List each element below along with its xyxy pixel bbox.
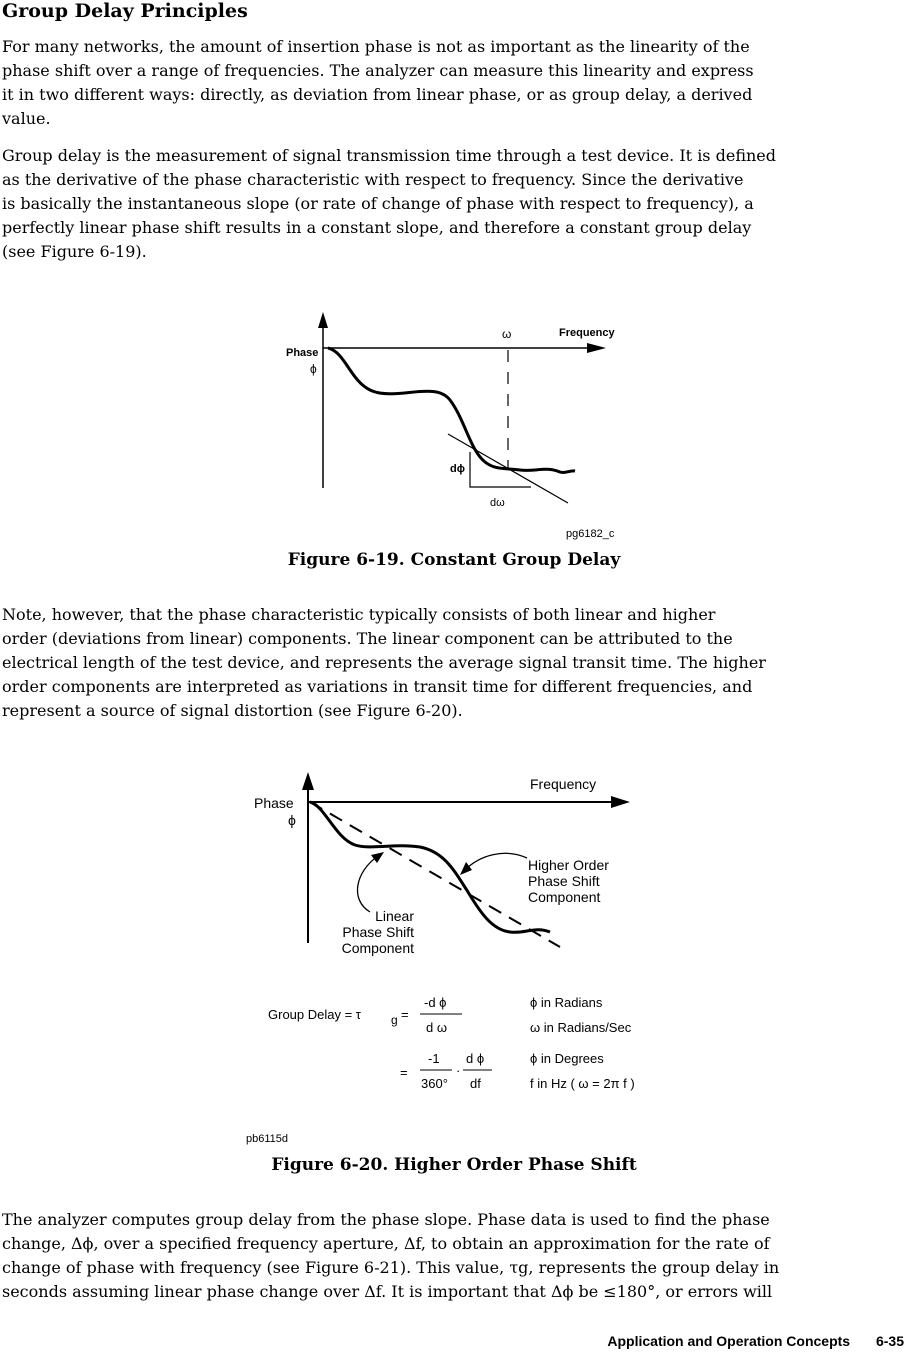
- note-phi-radians: ϕ in Radians: [530, 995, 603, 1010]
- note-f-hz: f in Hz ( ω = 2π f ): [530, 1076, 635, 1091]
- text-line: perfectly linear phase shift results in a constant slope, and therefore a constant group delay: [2, 218, 752, 237]
- higher-order-label-line: Phase Shift: [528, 873, 600, 889]
- text-line: change of phase with frequency (see Figure 6-21). This value, τg, represents the group delay in: [2, 1258, 780, 1277]
- text-line: For many networks, the amount of insertion phase is not as important as the linearity of the: [2, 37, 750, 56]
- fig19-dphi-label: dϕ: [450, 463, 465, 475]
- text-line: as the derivative of the phase characteristic with respect to frequency. Since the derivative: [2, 170, 744, 189]
- fig19-code: pg6182_c: [566, 528, 615, 540]
- frequency-axis-arrow: [611, 796, 630, 808]
- paragraph-4: [2, 1208, 906, 1304]
- linear-label-line: Phase Shift: [342, 924, 414, 940]
- higher-order-arrowhead: [460, 862, 472, 875]
- equation-group-delay: Group Delay = τ: [268, 1007, 361, 1022]
- fig20-phi-label: ϕ: [288, 812, 296, 828]
- higher-order-pointer-arrow: [465, 853, 527, 870]
- text-line: change, Δϕ, over a specified frequency aperture, Δf, to obtain an approximation for the rate of: [2, 1234, 770, 1253]
- frequency-axis-arrow: [587, 343, 606, 353]
- phase-axis-arrow: [318, 312, 328, 328]
- note-omega-radians-sec: ω in Radians/Sec: [530, 1020, 632, 1035]
- figure-6-20-diagram: [240, 765, 680, 1150]
- multiply-dot: ·: [456, 1063, 461, 1078]
- linear-label-line: Component: [341, 940, 414, 956]
- text-line: electrical length of the test device, and represents the average signal transit time. The higher: [2, 653, 766, 672]
- text-line: (see Figure 6-19).: [2, 242, 147, 261]
- note-phi-degrees: ϕ in Degrees: [530, 1051, 604, 1066]
- paragraph-3: [2, 603, 906, 723]
- fig19-omega-label: ω: [502, 327, 512, 341]
- figure-6-20-caption: Figure 6-20. Higher Order Phase Shift: [271, 1155, 637, 1175]
- linear-arrowhead: [371, 852, 384, 863]
- fraction3-denominator: df: [470, 1076, 481, 1091]
- fig19-phi-label: ϕ: [310, 362, 317, 376]
- equation-equals: =: [401, 1007, 409, 1022]
- figure-6-19-caption: Figure 6-19. Constant Group Delay: [287, 550, 621, 570]
- equation-subscript-g: g: [391, 1013, 398, 1027]
- text-line: phase shift over a range of frequencies. The analyzer can measure this linearity and express: [2, 61, 754, 80]
- paragraph-2: [2, 144, 906, 264]
- paragraph-1: [2, 35, 906, 131]
- higher-order-label-line: Higher Order: [528, 857, 609, 873]
- fraction3-numerator: d ϕ: [466, 1051, 485, 1066]
- page-number: 6-35: [875, 1333, 904, 1349]
- phase-axis-arrow: [302, 772, 314, 790]
- page-footer: [607, 1333, 904, 1349]
- fig20-frequency-label: Frequency: [530, 776, 597, 792]
- text-line: Note, however, that the phase characteristic typically consists of both linear and higher: [2, 605, 716, 624]
- section-heading: Group Delay Principles: [2, 0, 248, 22]
- fraction2-numerator: -1: [428, 1051, 440, 1066]
- text-line: order components are interpreted as variations in transit time for different frequencies, and: [2, 677, 753, 696]
- higher-order-label-line: Component: [528, 889, 601, 905]
- figure-6-19-diagram: [270, 305, 650, 545]
- text-line: value.: [2, 109, 51, 128]
- fig19-frequency-label: Frequency: [559, 327, 615, 339]
- fraction2-denominator: 360°: [421, 1076, 448, 1091]
- fig20-phase-label: Phase: [254, 795, 294, 811]
- text-line: represent a source of signal distortion (see Figure 6-20).: [2, 701, 463, 720]
- fig19-phase-label: Phase: [286, 347, 319, 359]
- linear-pointer-arrow: [358, 856, 378, 912]
- footer-section-title: Application and Operation Concepts: [607, 1333, 851, 1349]
- fig19-domega-label: dω: [490, 497, 505, 509]
- text-line: is basically the instantaneous slope (or rate of change of phase with respect to frequency), a: [2, 194, 754, 213]
- fig20-code: pb6115d: [246, 1133, 289, 1145]
- text-line: seconds assuming linear phase change over Δf. It is important that Δϕ be ≤180°, or errors will: [2, 1282, 773, 1301]
- text-line: order (deviations from linear) components. The linear component can be attributed to the: [2, 629, 733, 648]
- fraction1-denominator: d ω: [426, 1020, 447, 1035]
- text-line: it in two different ways: directly, as deviation from linear phase, or as group delay, a derived: [2, 85, 753, 104]
- phase-curve: [328, 348, 575, 473]
- fraction1-numerator: -d ϕ: [424, 995, 447, 1010]
- phase-curve: [310, 802, 550, 932]
- linear-label-line: Linear: [375, 908, 414, 924]
- text-line: The analyzer computes group delay from the phase slope. Phase data is used to find the phase: [2, 1210, 770, 1229]
- text-line: Group delay is the measurement of signal transmission time through a test device. It is defined: [2, 146, 776, 165]
- equation2-equals: =: [400, 1065, 408, 1080]
